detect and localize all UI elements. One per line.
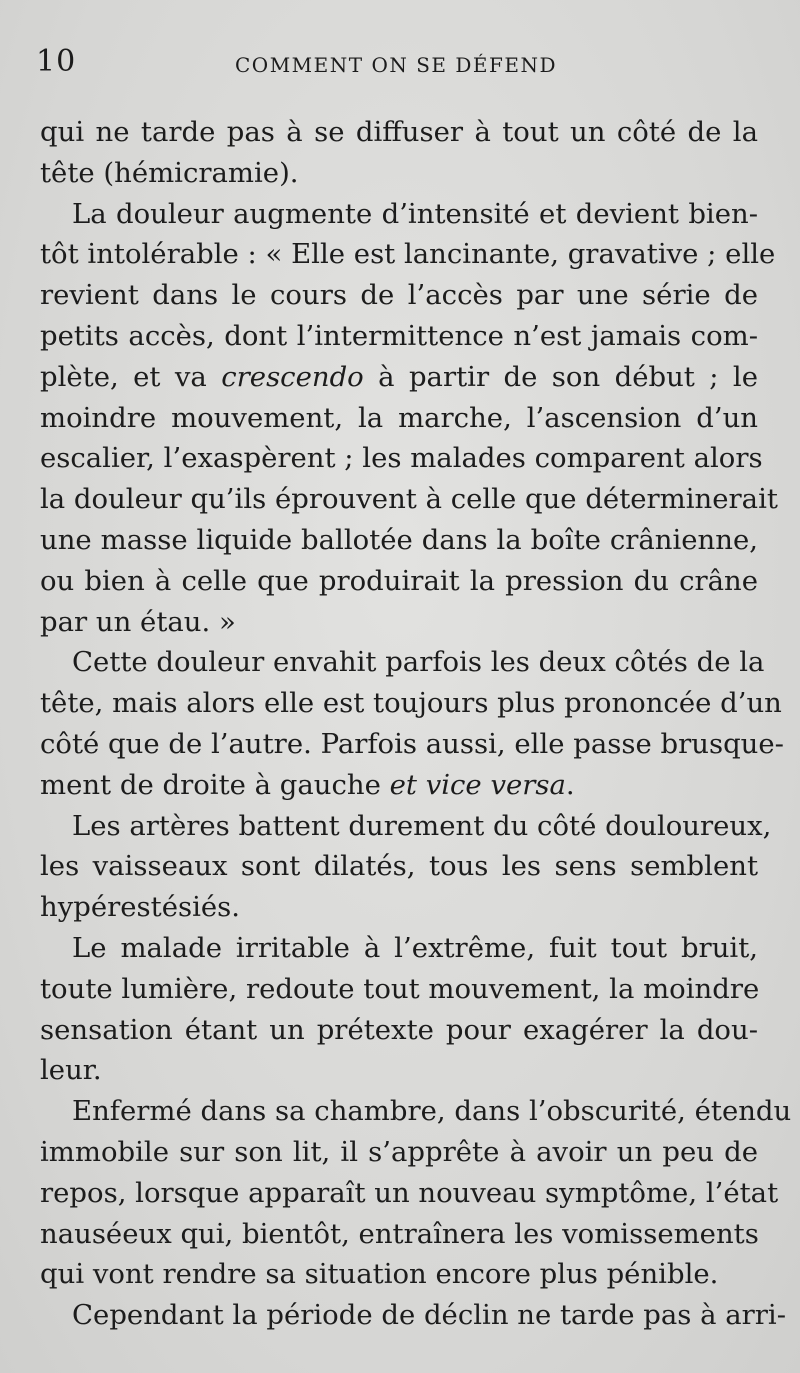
text-line: qui vont rendre sa situation encore plus pénible. — [40, 1258, 719, 1291]
text-line: tête, mais alors elle est toujours plus prononcée d’un — [40, 687, 782, 720]
text-line: côté que de l’autre. Parfois aussi, elle passe brusque- — [40, 727, 784, 760]
text-line: Cette douleur envahit parfois les deux côtés de la — [72, 646, 765, 679]
text-line: une masse liquide ballotée dans la boîte crânienne, — [40, 523, 758, 556]
text-line: nauséeux qui, bientôt, entraînera les vomissements — [40, 1217, 759, 1250]
text-line: sensation étant un prétexte pour exagérer la dou- — [40, 1013, 758, 1046]
text-line: tête (hémicramie). — [40, 156, 299, 189]
text-line: toute lumière, redoute tout mouvement, la moindre — [40, 972, 760, 1005]
text-segment: ment de droite à gauche — [40, 768, 390, 801]
text-line: tôt intolérable : « Elle est lancinante, gravative ; elle — [40, 238, 776, 271]
text-line: repos, lorsque apparaît un nouveau symptôme, l’état — [40, 1176, 779, 1209]
text-segment: à partir de son début ; le — [363, 360, 758, 393]
text-line: par un étau. » — [40, 605, 236, 638]
text-line: revient dans le cours de l’accès par une série de — [40, 279, 758, 312]
text-line: Enfermé dans sa chambre, dans l’obscurité, étendu — [72, 1095, 792, 1128]
text-line: la douleur qu’ils éprouvent à celle que déterminerait — [40, 483, 778, 516]
text-segment: . — [565, 768, 575, 801]
text-line: immobile sur son lit, il s’apprête à avoir un peu de — [40, 1135, 758, 1168]
running-title: COMMENT ON SE DÉFEND — [235, 53, 558, 77]
running-head — [0, 44, 800, 84]
text-line: La douleur augmente d’intensité et devient bien- — [72, 197, 758, 230]
text-line — [40, 765, 758, 806]
text-line: leur. — [40, 1054, 102, 1087]
text-segment: plète, et va — [40, 360, 222, 393]
text-line: Le malade irritable à l’extrême, fuit tout bruit, — [72, 931, 758, 964]
italic-phrase: et vice versa — [389, 768, 566, 801]
text-line: Les artères battent durement du côté douloureux, — [72, 809, 772, 842]
text-line: moindre mouvement, la marche, l’ascension d’un — [40, 401, 758, 434]
text-line: escalier, l’exaspèrent ; les malades comparent alors — [40, 442, 763, 475]
body-text — [40, 112, 792, 1336]
text-line: hypérestésiés. — [40, 891, 241, 924]
text-line: petits accès, dont l’intermittence n’est jamais com- — [40, 319, 758, 352]
page-number: 10 — [36, 44, 77, 79]
text-line: qui ne tarde pas à se diffuser à tout un côté de la — [40, 116, 758, 148]
text-line: ou bien à celle que produirait la pression du crâne — [40, 564, 758, 597]
text-line: les vaisseaux sont dilatés, tous les sens semblent — [40, 850, 758, 883]
text-line — [40, 357, 758, 398]
italic-phrase: crescendo — [221, 360, 364, 393]
text-line: Cependant la période de déclin ne tarde pas à arri- — [72, 1299, 786, 1332]
